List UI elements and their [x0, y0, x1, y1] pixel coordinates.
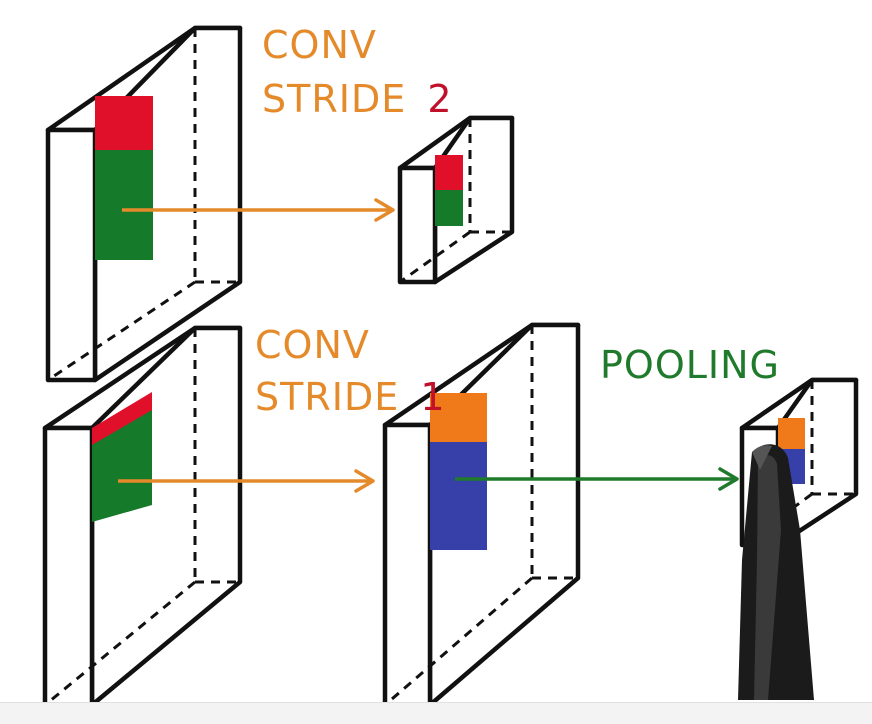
pooling-output-orange-patch	[778, 418, 805, 453]
bottom-input-front-face	[45, 428, 92, 705]
top-output-red-patch	[435, 155, 463, 193]
top-output-block	[400, 118, 512, 282]
conv-bottom-stride-word: STRIDE	[255, 375, 400, 419]
conv-top-line2	[262, 77, 453, 121]
bottom-middle-front-face	[385, 425, 430, 705]
bottom-strip	[0, 702, 872, 724]
conv-bottom-line1: CONV	[255, 323, 370, 367]
bottom-middle-block	[385, 325, 578, 705]
top-output-green-patch	[435, 190, 463, 226]
conv-top-stride-value: 2	[427, 77, 453, 121]
top-output-front-face	[400, 168, 435, 282]
pooling-label: POOLING	[600, 343, 780, 387]
conv-top-line1: CONV	[262, 23, 377, 67]
conv-top-stride-word: STRIDE	[262, 77, 407, 121]
top-input-front-face	[48, 130, 95, 380]
bottom-input-block	[45, 328, 240, 705]
top-input-green-patch	[95, 150, 153, 260]
conv-stride-2-label	[262, 23, 453, 121]
bottom-middle-blue-patch	[430, 442, 487, 550]
conv-bottom-stride-value: 1	[420, 375, 446, 419]
